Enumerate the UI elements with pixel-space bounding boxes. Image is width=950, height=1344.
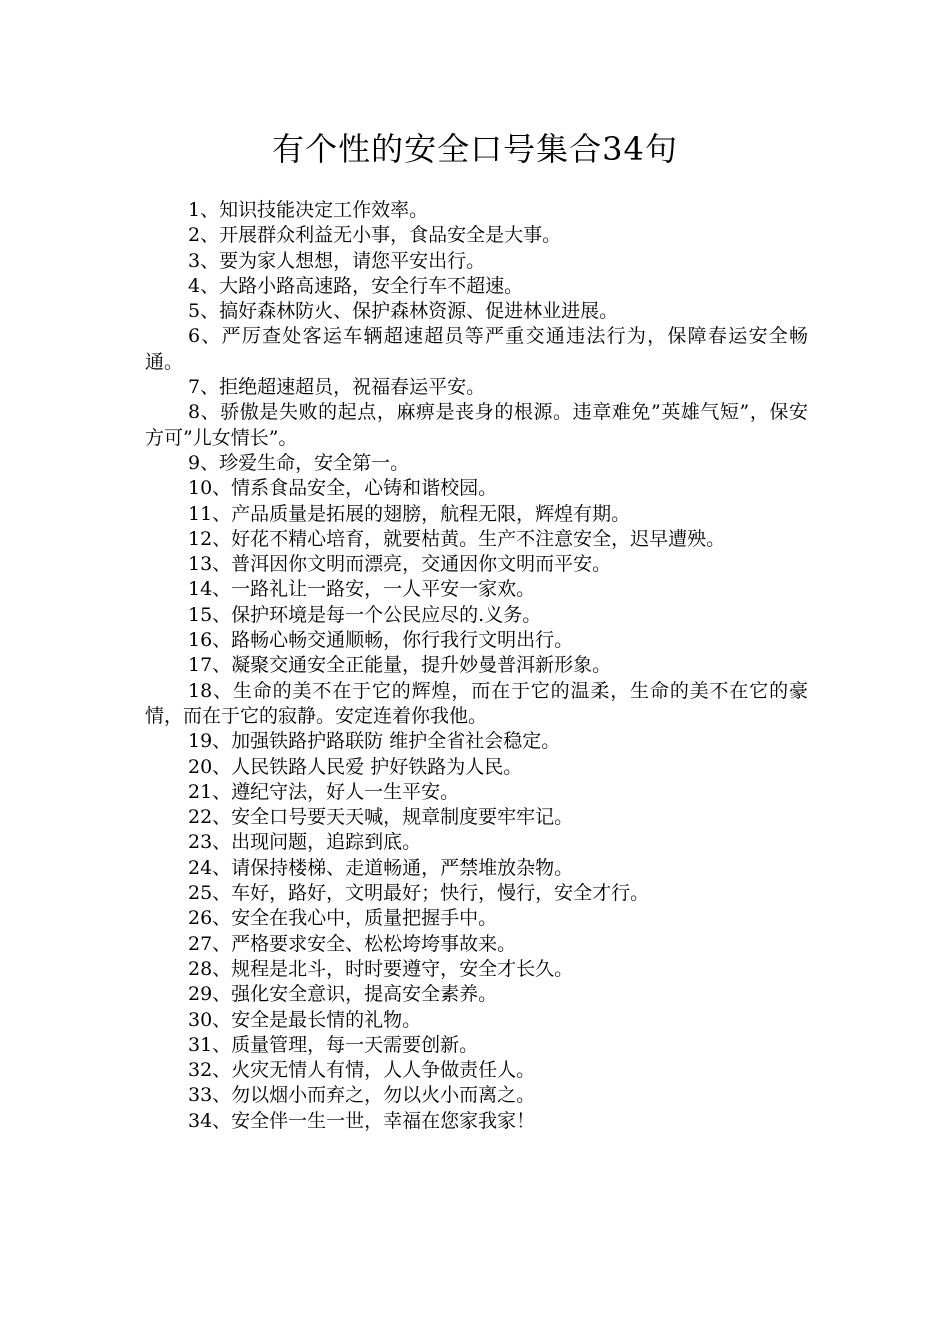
slogan-item-33: 33、勿以烟小而弃之，勿以火小而离之。 — [188, 1084, 536, 1107]
slogan-item-7: 7、拒绝超速超员，祝福春运平安。 — [188, 376, 486, 399]
slogan-item-6: 6、严厉查处客运车辆超速超员等严重交通违法行为，保障春运安全畅通。 — [145, 325, 808, 373]
slogan-item-16: 16、路畅心畅交通顺畅，你行我行文明出行。 — [188, 629, 574, 652]
slogan-item-14: 14、一路礼让一路安，一人平安一家欢。 — [188, 578, 536, 601]
slogan-item-20: 20、人民铁路人民爱 护好铁路为人民。 — [188, 755, 523, 778]
slogan-item-26: 26、安全在我心中，质量把握手中。 — [188, 907, 498, 930]
slogan-item-10: 10、情系食品安全，心铸和谐校园。 — [188, 477, 498, 500]
slogan-item-25: 25、车好，路好，文明最好；快行，慢行，安全才行。 — [188, 882, 650, 905]
slogan-item-9: 9、珍爱生命，安全第一。 — [188, 451, 410, 474]
slogan-item-23: 23、出现问题，追踪到底。 — [188, 831, 422, 854]
slogan-item-2: 2、开展群众利益无小事，食品安全是大事。 — [188, 224, 562, 247]
slogan-item-3: 3、要为家人想想，请您平安出行。 — [188, 249, 486, 272]
slogan-item-28: 28、规程是北斗，时时要遵守，安全才长久。 — [188, 957, 574, 980]
slogan-item-5: 5、搞好森林防火、保护森林资源、促进林业进展。 — [188, 300, 619, 323]
slogan-item-30: 30、安全是最长情的礼物。 — [188, 1008, 422, 1031]
slogan-item-34: 34、安全伴一生一世，幸福在您家我家！ — [188, 1109, 536, 1132]
slogan-item-24: 24、请保持楼梯、走道畅通，严禁堆放杂物。 — [188, 856, 574, 879]
slogan-item-4: 4、大路小路高速路，安全行车不超速。 — [188, 274, 524, 297]
slogan-item-11: 11、产品质量是拓展的翅膀，航程无限，辉煌有期。 — [188, 502, 631, 525]
slogan-item-17: 17、凝聚交通安全正能量，提升妙曼普洱新形象。 — [188, 654, 612, 677]
slogan-item-22: 22、安全口号要天天喊，规章制度要牢牢记。 — [188, 806, 574, 829]
slogan-item-15: 15、保护环境是每一个公民应尽的.义务。 — [188, 603, 542, 626]
slogan-item-27: 27、严格要求安全、松松垮垮事故来。 — [188, 932, 517, 955]
slogan-item-29: 29、强化安全意识，提高安全素养。 — [188, 983, 498, 1006]
slogan-item-18: 18、生命的美不在于它的辉煌，而在于它的温柔，生命的美不在它的豪情，而在于它的寂静。安定连着你我他。 — [145, 679, 808, 727]
slogan-item-13: 13、普洱因你文明而漂亮，交通因你文明而平安。 — [188, 553, 612, 576]
slogan-item-19: 19、加强铁路护路联防 维护全省社会稳定。 — [188, 730, 561, 753]
slogan-item-21: 21、遵纪守法，好人一生平安。 — [188, 780, 460, 803]
slogan-item-8: 8、骄傲是失败的起点，麻痹是丧身的根源。违章难免”英雄气短”，保安方可”儿女情长”。 — [145, 401, 808, 449]
slogan-item-12: 12、好花不精心培育，就要枯黄。生产不注意安全，迟早遭殃。 — [188, 527, 726, 550]
slogan-item-1: 1、知识技能决定工作效率。 — [188, 199, 429, 221]
slogan-list — [145, 198, 808, 1134]
slogan-item-31: 31、质量管理，每一天需要创新。 — [188, 1033, 479, 1056]
document-title: 有个性的安全口号集合34句 — [272, 130, 678, 168]
slogan-item-32: 32、火灾无情人有情，人人争做责任人。 — [188, 1059, 536, 1082]
